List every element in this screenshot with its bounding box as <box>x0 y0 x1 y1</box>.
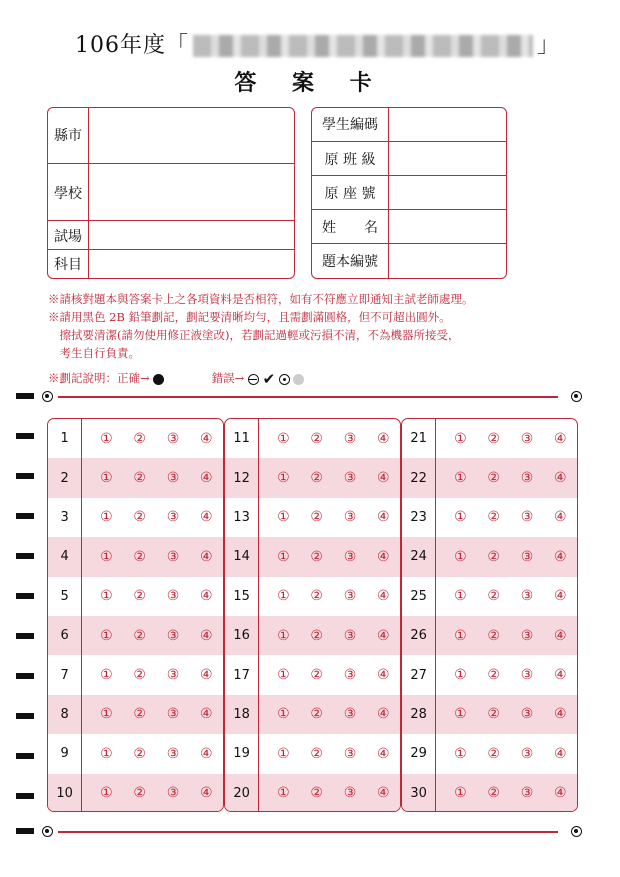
answer-bubble-4[interactable]: ④ <box>200 470 213 487</box>
answer-bubble-2[interactable]: ② <box>133 588 146 605</box>
question-number: 11 <box>225 419 259 458</box>
question-number: 5 <box>48 577 82 616</box>
answer-bubble-4[interactable]: ④ <box>377 588 390 605</box>
answer-bubble-4[interactable]: ④ <box>377 627 390 644</box>
question-number: 22 <box>402 458 436 497</box>
answer-bubble-4[interactable]: ④ <box>554 627 567 644</box>
question-number: 20 <box>225 774 259 812</box>
answer-bubble-4[interactable]: ④ <box>200 785 213 802</box>
answer-bubble-2[interactable]: ② <box>487 667 500 684</box>
question-number: 2 <box>48 458 82 497</box>
answer-bubble-2[interactable]: ② <box>133 706 146 723</box>
timing-mark <box>16 513 34 519</box>
answer-bubble-3[interactable]: ③ <box>343 706 357 723</box>
question-number: 6 <box>48 616 82 655</box>
answer-row <box>225 616 400 655</box>
correct-mark-icon <box>153 374 164 385</box>
answer-bubble-1[interactable]: ① <box>277 706 290 723</box>
field-label: 學生編碼 <box>312 107 389 141</box>
answer-bubble-2[interactable]: ② <box>133 470 146 487</box>
answer-bubble-2[interactable]: ② <box>133 667 146 684</box>
answer-bubble-3[interactable]: ③ <box>166 706 180 723</box>
answer-bubble-3[interactable]: ③ <box>166 627 180 644</box>
answer-bubble-3[interactable]: ③ <box>520 548 534 565</box>
answer-column-2 <box>224 418 401 812</box>
field-label: 原 班 級 <box>312 142 389 176</box>
answer-row <box>402 498 577 537</box>
answer-bubble-4[interactable]: ④ <box>554 548 567 565</box>
answer-bubble-4[interactable]: ④ <box>554 430 567 447</box>
strikethrough-mark-icon <box>248 374 259 385</box>
question-number: 13 <box>225 498 259 537</box>
instruction-line: ※請核對題本與答案卡上之各項資料是否相符，如有不符應立即通知主試老師處理。 <box>48 292 474 306</box>
answer-bubble-2[interactable]: ② <box>310 470 323 487</box>
answer-row <box>402 655 577 694</box>
question-number: 9 <box>48 734 82 773</box>
answer-row <box>225 734 400 773</box>
timing-mark <box>16 633 34 639</box>
answer-bubble-2[interactable]: ② <box>133 548 146 565</box>
answer-bubble-2[interactable]: ② <box>487 627 500 644</box>
answer-bubble-4[interactable]: ④ <box>377 706 390 723</box>
answer-row <box>48 577 223 616</box>
answer-bubble-2[interactable]: ② <box>487 706 500 723</box>
field-name[interactable] <box>312 209 506 244</box>
answer-bubble-1[interactable]: ① <box>100 470 113 487</box>
answer-bubble-4[interactable]: ④ <box>200 627 213 644</box>
field-label: 題本編號 <box>312 244 389 278</box>
registration-mark-icon <box>571 391 582 402</box>
answer-row <box>225 577 400 616</box>
answer-row <box>402 419 577 458</box>
field-label: 縣市 <box>48 107 89 163</box>
field-class[interactable] <box>312 141 506 176</box>
instructions <box>48 290 608 362</box>
top-rule <box>58 396 558 398</box>
answer-row <box>48 655 223 694</box>
answer-bubble-4[interactable]: ④ <box>554 588 567 605</box>
timing-mark <box>16 593 34 599</box>
answer-bubble-2[interactable]: ② <box>133 509 146 526</box>
question-number: 19 <box>225 734 259 773</box>
answer-row <box>225 458 400 497</box>
field-student-id[interactable] <box>312 107 506 141</box>
answer-bubble-3[interactable]: ③ <box>166 588 180 605</box>
field-school[interactable] <box>48 163 294 221</box>
answer-bubble-1[interactable]: ① <box>454 627 467 644</box>
answer-bubble-1[interactable]: ① <box>454 430 467 447</box>
question-number: 21 <box>402 419 436 458</box>
answer-row <box>48 458 223 497</box>
student-info-box <box>311 107 507 279</box>
answer-row <box>225 537 400 576</box>
answer-bubble-4[interactable]: ④ <box>377 667 390 684</box>
question-number: 3 <box>48 498 82 537</box>
answer-bubble-4[interactable]: ④ <box>200 430 213 447</box>
answer-bubble-1[interactable]: ① <box>277 430 290 447</box>
answer-bubble-2[interactable]: ② <box>487 470 500 487</box>
answer-bubble-2[interactable]: ② <box>133 627 146 644</box>
timing-mark <box>16 673 34 679</box>
answer-bubble-1[interactable]: ① <box>100 667 113 684</box>
exam-title <box>75 28 560 59</box>
answer-bubble-3[interactable]: ③ <box>520 470 534 487</box>
answer-bubble-3[interactable]: ③ <box>166 785 180 802</box>
sheet-title: 答 案 卡 <box>234 70 386 96</box>
answer-row <box>402 458 577 497</box>
answer-row <box>225 695 400 734</box>
answer-bubble-2[interactable]: ② <box>310 706 323 723</box>
timing-mark <box>16 553 34 559</box>
partial-mark-icon <box>279 374 290 385</box>
answer-bubble-4[interactable]: ④ <box>554 470 567 487</box>
answer-row <box>402 537 577 576</box>
answer-bubble-1[interactable]: ① <box>100 627 113 644</box>
timing-mark <box>16 473 34 479</box>
question-number: 28 <box>402 695 436 734</box>
legend-wrong: 錯誤→ <box>211 371 245 385</box>
answer-bubble-1[interactable]: ① <box>277 627 290 644</box>
answer-bubble-1[interactable]: ① <box>277 548 290 565</box>
answer-bubble-2[interactable]: ② <box>310 588 323 605</box>
answer-bubble-1[interactable]: ① <box>454 548 467 565</box>
field-exam-room[interactable] <box>48 220 294 250</box>
answer-row <box>402 616 577 655</box>
checkmark-icon: ✔ <box>262 370 276 388</box>
answer-bubble-3[interactable]: ③ <box>520 745 534 762</box>
question-number: 23 <box>402 498 436 537</box>
answer-bubble-1[interactable]: ① <box>277 470 290 487</box>
timing-mark <box>16 393 34 399</box>
answer-row <box>402 734 577 773</box>
answer-bubble-3[interactable]: ③ <box>343 509 357 526</box>
field-label: 學校 <box>48 164 89 221</box>
answer-bubble-3[interactable]: ③ <box>520 667 534 684</box>
answer-row <box>48 498 223 537</box>
field-label: 試場 <box>48 221 89 250</box>
question-number: 27 <box>402 655 436 694</box>
question-number: 16 <box>225 616 259 655</box>
answer-bubble-3[interactable]: ③ <box>520 785 534 802</box>
answer-bubble-3[interactable]: ③ <box>343 548 357 565</box>
answer-row <box>48 695 223 734</box>
answer-row <box>225 419 400 458</box>
answer-bubble-1[interactable]: ① <box>277 785 290 802</box>
answer-row <box>225 655 400 694</box>
answer-bubble-1[interactable]: ① <box>454 706 467 723</box>
timing-mark <box>16 433 34 439</box>
answer-bubble-1[interactable]: ① <box>100 745 113 762</box>
question-number: 18 <box>225 695 259 734</box>
school-info-box <box>47 107 295 279</box>
answer-bubble-3[interactable]: ③ <box>520 627 534 644</box>
field-booklet-id[interactable] <box>312 243 506 278</box>
answer-bubble-3[interactable]: ③ <box>166 548 180 565</box>
answer-column-1 <box>47 418 224 812</box>
answer-bubble-2[interactable]: ② <box>487 430 500 447</box>
question-number: 12 <box>225 458 259 497</box>
answer-bubble-4[interactable]: ④ <box>200 667 213 684</box>
answer-bubble-1[interactable]: ① <box>100 706 113 723</box>
answer-bubble-1[interactable]: ① <box>454 745 467 762</box>
field-label: 姓 名 <box>312 210 389 244</box>
answer-bubble-3[interactable]: ③ <box>166 745 180 762</box>
question-number: 30 <box>402 774 436 812</box>
answer-row <box>225 498 400 537</box>
answer-row <box>48 734 223 773</box>
exam-year: 106年度「 <box>75 33 189 58</box>
answer-bubble-4[interactable]: ④ <box>377 470 390 487</box>
answer-row <box>48 419 223 458</box>
answer-bubble-4[interactable]: ④ <box>377 785 390 802</box>
answer-bubble-2[interactable]: ② <box>310 785 323 802</box>
answer-row <box>48 774 223 812</box>
answer-bubble-3[interactable]: ③ <box>343 785 357 802</box>
answer-bubble-4[interactable]: ④ <box>554 785 567 802</box>
answer-row <box>225 774 400 812</box>
answer-bubble-3[interactable]: ③ <box>343 588 357 605</box>
registration-mark-icon <box>42 826 53 837</box>
answer-bubble-4[interactable]: ④ <box>554 509 567 526</box>
field-subject[interactable] <box>48 249 294 278</box>
answer-bubble-3[interactable]: ③ <box>520 509 534 526</box>
answer-bubble-3[interactable]: ③ <box>520 588 534 605</box>
registration-mark-icon <box>42 391 53 402</box>
answer-bubble-3[interactable]: ③ <box>166 430 180 447</box>
answer-bubble-3[interactable]: ③ <box>520 706 534 723</box>
answer-bubble-3[interactable]: ③ <box>343 627 357 644</box>
field-label: 原 座 號 <box>312 176 389 210</box>
field-county[interactable] <box>48 107 294 163</box>
answer-bubble-2[interactable]: ② <box>487 548 500 565</box>
answer-bubble-4[interactable]: ④ <box>377 430 390 447</box>
answer-bubble-3[interactable]: ③ <box>166 470 180 487</box>
answer-bubble-2[interactable]: ② <box>133 745 146 762</box>
answer-column-3 <box>401 418 578 812</box>
answer-bubble-4[interactable]: ④ <box>377 548 390 565</box>
answer-bubble-1[interactable]: ① <box>277 745 290 762</box>
answer-bubble-2[interactable]: ② <box>133 785 146 802</box>
instruction-line: 考生自行負責。 <box>48 346 140 360</box>
answer-bubble-3[interactable]: ③ <box>343 667 357 684</box>
question-number: 29 <box>402 734 436 773</box>
answer-bubble-2[interactable]: ② <box>310 430 323 447</box>
answer-bubble-1[interactable]: ① <box>277 667 290 684</box>
registration-mark-icon <box>571 826 582 837</box>
answer-bubble-2[interactable]: ② <box>310 627 323 644</box>
answer-bubble-4[interactable]: ④ <box>200 588 213 605</box>
answer-bubble-4[interactable]: ④ <box>554 667 567 684</box>
answer-bubble-2[interactable]: ② <box>487 785 500 802</box>
answer-bubble-1[interactable]: ① <box>277 509 290 526</box>
question-number: 10 <box>48 774 82 812</box>
answer-bubble-1[interactable]: ① <box>100 588 113 605</box>
answer-bubble-3[interactable]: ③ <box>166 509 180 526</box>
answer-row <box>402 774 577 812</box>
answer-bubble-2[interactable]: ② <box>310 548 323 565</box>
answer-bubble-3[interactable]: ③ <box>343 470 357 487</box>
question-number: 26 <box>402 616 436 655</box>
answer-bubble-1[interactable]: ① <box>454 470 467 487</box>
field-label: 科目 <box>48 250 89 278</box>
answer-bubble-4[interactable]: ④ <box>377 745 390 762</box>
answer-bubble-1[interactable]: ① <box>454 509 467 526</box>
answer-row <box>48 616 223 655</box>
legend-label: ※劃記說明：正確→ <box>48 371 150 385</box>
field-seat[interactable] <box>312 175 506 210</box>
instruction-line: 擦拭要清潔(請勿使用修正液塗改)，若劃記過輕或污損不清，不為機器所接受， <box>48 328 460 342</box>
answer-bubble-2[interactable]: ② <box>310 509 323 526</box>
answer-row <box>402 577 577 616</box>
answer-bubble-1[interactable]: ① <box>100 548 113 565</box>
answer-bubble-2[interactable]: ② <box>487 745 500 762</box>
answer-bubble-1[interactable]: ① <box>100 509 113 526</box>
answer-bubble-4[interactable]: ④ <box>554 706 567 723</box>
answer-bubble-4[interactable]: ④ <box>377 509 390 526</box>
answer-row <box>402 695 577 734</box>
question-number: 14 <box>225 537 259 576</box>
answer-bubble-2[interactable]: ② <box>310 745 323 762</box>
answer-bubble-2[interactable]: ② <box>310 667 323 684</box>
answer-bubble-1[interactable]: ① <box>100 430 113 447</box>
answer-row <box>48 537 223 576</box>
answer-bubble-2[interactable]: ② <box>487 588 500 605</box>
timing-mark <box>16 753 34 759</box>
answer-bubble-3[interactable]: ③ <box>343 745 357 762</box>
instruction-line: ※請用黑色 2B 鉛筆劃記，劃記要清晰均勻，且需劃滿圓格，但不可超出圓外。 <box>48 310 451 324</box>
redacted-exam-name <box>193 35 533 57</box>
answer-bubble-4[interactable]: ④ <box>200 706 213 723</box>
timing-mark <box>16 793 34 799</box>
answer-bubble-4[interactable]: ④ <box>200 745 213 762</box>
marking-legend <box>48 370 304 388</box>
answer-bubble-2[interactable]: ② <box>487 509 500 526</box>
question-number: 1 <box>48 419 82 458</box>
answer-bubble-1[interactable]: ① <box>277 588 290 605</box>
close-bracket: 」 <box>537 33 561 58</box>
question-number: 17 <box>225 655 259 694</box>
answer-bubble-1[interactable]: ① <box>454 785 467 802</box>
answer-bubble-1[interactable]: ① <box>100 785 113 802</box>
answer-bubble-4[interactable]: ④ <box>554 745 567 762</box>
question-number: 8 <box>48 695 82 734</box>
question-number: 7 <box>48 655 82 694</box>
answer-bubble-1[interactable]: ① <box>454 588 467 605</box>
answer-bubble-3[interactable]: ③ <box>343 430 357 447</box>
answer-bubble-3[interactable]: ③ <box>520 430 534 447</box>
question-number: 4 <box>48 537 82 576</box>
answer-bubble-3[interactable]: ③ <box>166 667 180 684</box>
question-number: 24 <box>402 537 436 576</box>
answer-bubble-1[interactable]: ① <box>454 667 467 684</box>
answer-bubble-4[interactable]: ④ <box>200 509 213 526</box>
answer-bubble-2[interactable]: ② <box>133 430 146 447</box>
bottom-rule <box>58 831 558 833</box>
question-number: 25 <box>402 577 436 616</box>
timing-mark <box>16 828 34 834</box>
question-number: 15 <box>225 577 259 616</box>
answer-bubble-4[interactable]: ④ <box>200 548 213 565</box>
timing-mark <box>16 713 34 719</box>
faint-mark-icon <box>293 374 304 385</box>
